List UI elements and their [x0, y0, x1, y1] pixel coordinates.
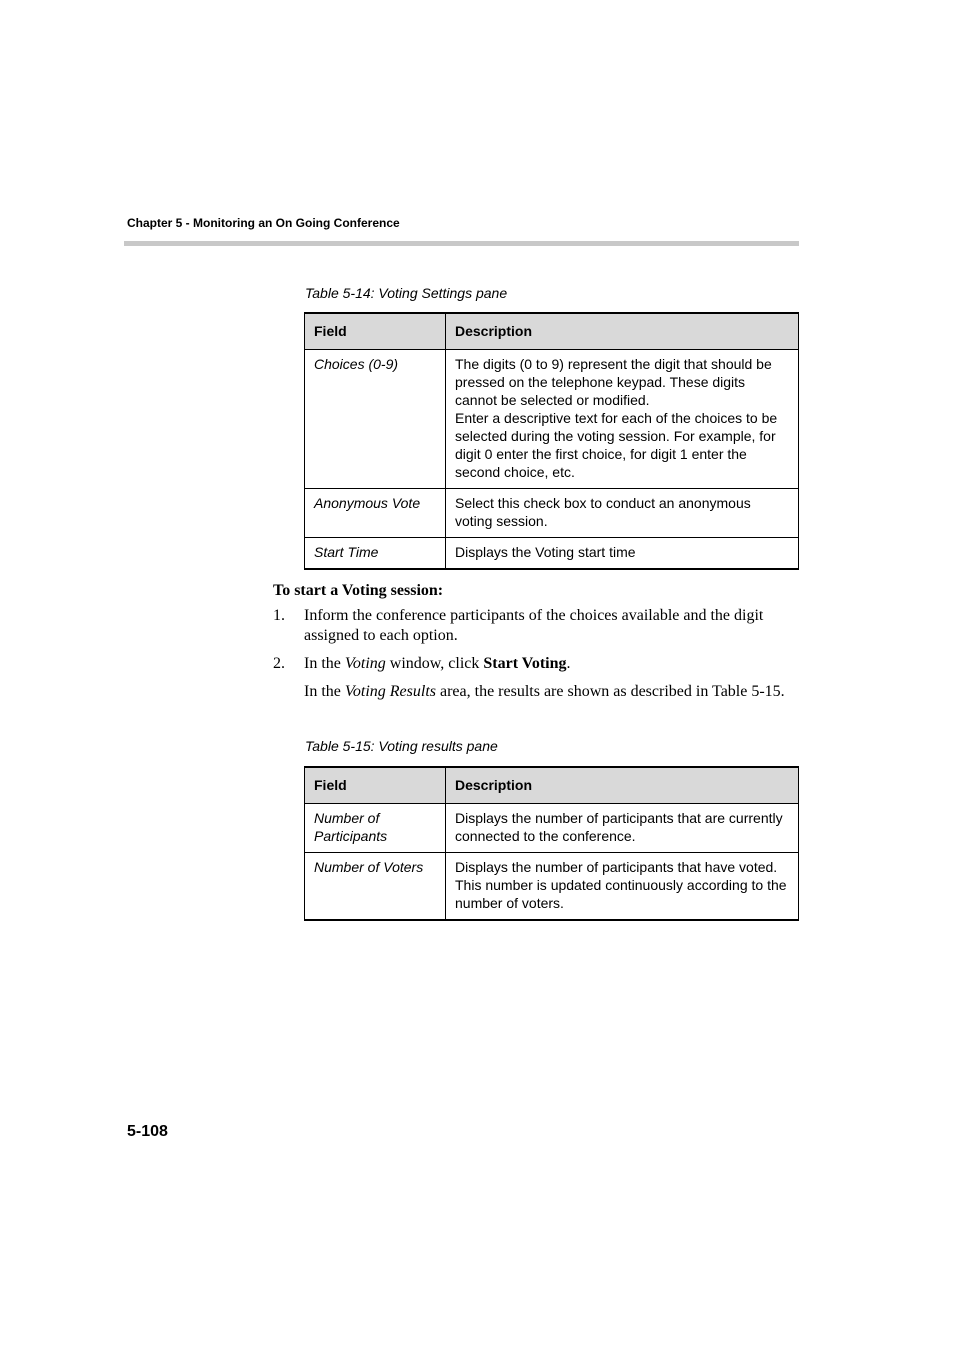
table-row: [305, 350, 799, 489]
step-text-part: In the: [304, 655, 345, 672]
chapter-header: Chapter 5 - Monitoring an On Going Conference: [127, 216, 400, 230]
field-cell: Number of Participants: [305, 804, 446, 853]
table-row: [305, 538, 799, 570]
step-result-paragraph: [304, 682, 799, 702]
step-text-part: window, click: [385, 655, 484, 672]
description-cell: Displays the Voting start time: [446, 538, 799, 570]
description-cell: [446, 350, 799, 489]
paragraph-text-part: In the: [304, 683, 345, 700]
step-number: 1.: [273, 607, 285, 624]
area-name: Voting Results: [344, 683, 436, 700]
step-text: Inform the conference participants of the choices available and the digit assigned to each option.: [304, 607, 764, 644]
column-header-field: Field: [305, 313, 446, 350]
field-cell: Anonymous Vote: [305, 489, 446, 538]
table-row: [305, 804, 799, 853]
description-text: The digits (0 to 9) represent the digit that should be pressed on the telephone keypad. These digits cannot be selected or modified.: [455, 356, 772, 408]
window-name: Voting: [344, 655, 386, 672]
paragraph-text-part: area, the results are shown as described in Table 5-15.: [435, 683, 785, 700]
field-cell: Start Time: [305, 538, 446, 570]
column-header-description: Description: [446, 313, 799, 350]
description-cell: Displays the number of participants that have voted. This number is updated continuously according to the number of voters.: [446, 853, 799, 921]
description-cell: Select this check box to conduct an anonymous voting session.: [446, 489, 799, 538]
step-text-part: .: [566, 655, 571, 672]
step-number: 2.: [273, 655, 285, 672]
table-row: [305, 853, 799, 921]
table-caption-voting-results: Table 5-15: Voting results pane: [305, 738, 498, 754]
description-cell: Displays the number of participants that are currently connected to the conference.: [446, 804, 799, 853]
table-caption-voting-settings: Table 5-14: Voting Settings pane: [305, 285, 508, 301]
voting-settings-table: [304, 312, 799, 570]
procedure-heading: To start a Voting session:: [273, 582, 444, 599]
step-text: [304, 654, 799, 674]
column-header-field: Field: [305, 767, 446, 804]
column-header-description: Description: [446, 767, 799, 804]
voting-results-table: [304, 766, 799, 921]
table-header-row: [305, 313, 799, 350]
button-name: Start Voting: [483, 655, 567, 672]
table-header-row: [305, 767, 799, 804]
page-number: 5-108: [127, 1123, 168, 1140]
field-cell: Choices (0-9): [305, 350, 446, 489]
table-row: [305, 489, 799, 538]
field-cell: Number of Voters: [305, 853, 446, 921]
description-text: Enter a descriptive text for each of the choices to be selected during the voting session. For example, for digit 0 enter the first choice, for digit 1 enter the second choice, etc.: [455, 410, 778, 480]
header-rule: [124, 241, 799, 246]
